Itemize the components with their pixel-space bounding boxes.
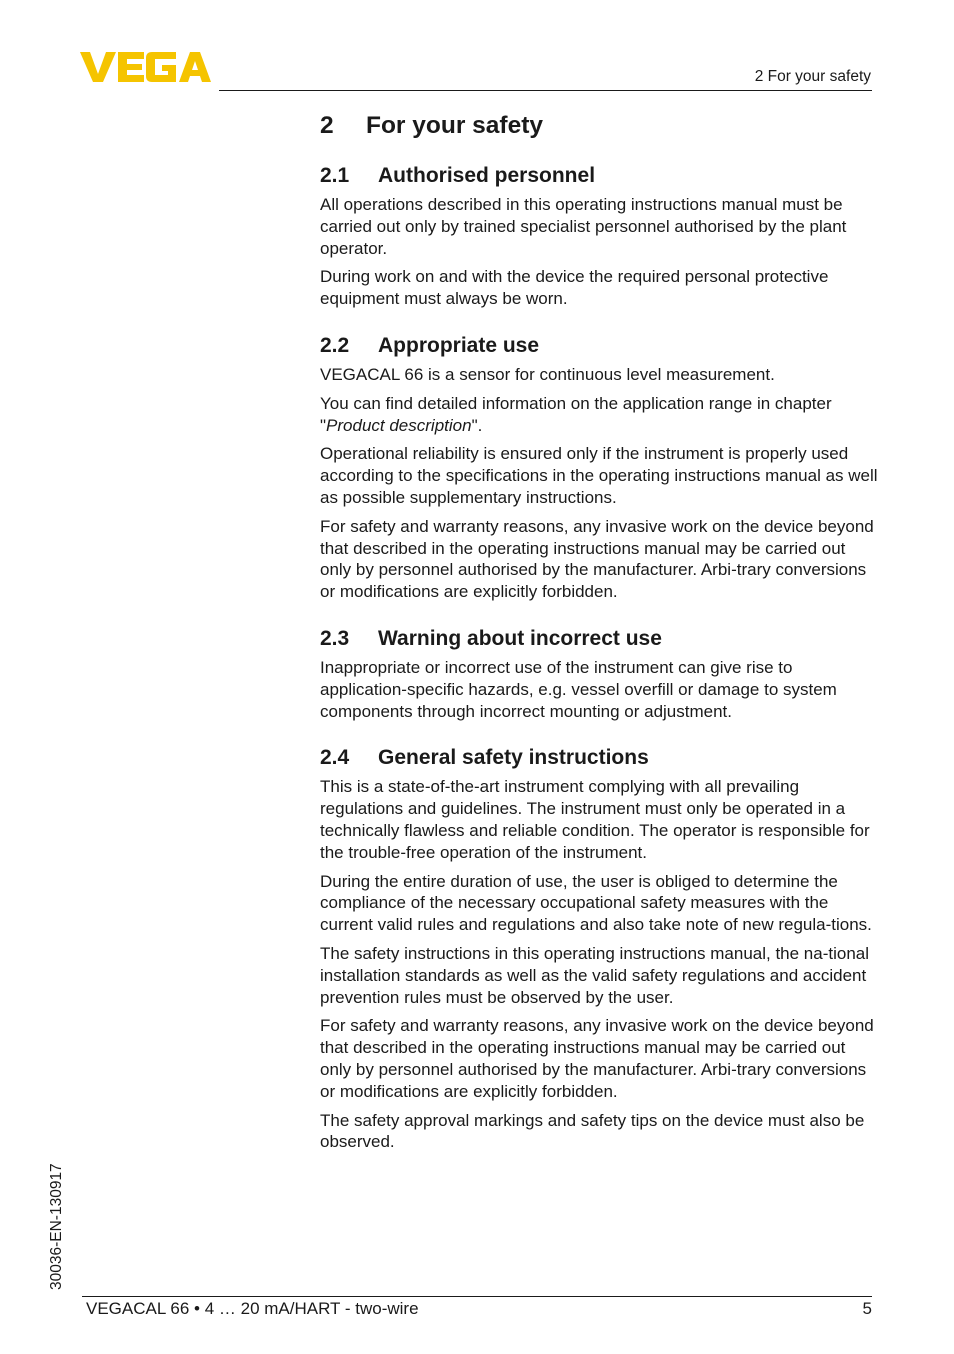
paragraph: Inappropriate or incorrect use of the instrument can give rise to application-specific hazards, e.g. vessel overfill or damage to system components through incorrect mounting or adjustment.	[320, 657, 837, 721]
paragraph: For safety and warranty reasons, any invasive work on the device beyond that described in the operating instructions manual may be carried out only by personnel authorised by the manufacturer. Arbi-trary conversions or modifications are explicitly forbidden.	[320, 516, 874, 602]
section-title: General safety instructions	[378, 746, 649, 770]
chapter-title: For your safety	[366, 112, 543, 139]
chapter-heading	[320, 108, 880, 144]
logo-letter-e	[118, 52, 144, 82]
paragraph: The safety instructions in this operating instructions manual, the na-tional installation standards as well as the valid safety regulations and accident prevention rules must be observed by the user.	[320, 943, 870, 1007]
page-number: 5	[862, 1299, 872, 1318]
paragraph: Operational reliability is ensured only if the instrument is properly used according to the specifications in the operating instructions manual as well as possible supplementary instructions.	[320, 444, 878, 507]
section-general-safety	[320, 744, 880, 1153]
paragraph-with-reference	[320, 393, 880, 437]
section-heading	[320, 332, 880, 360]
paragraph: This is a state-of-the-art instrument complying with all prevailing regulations and guidelines. The instrument must only be operated in a technically flawless and reliable condition. The operator is responsible for the trouble-free operation of the instrument.	[320, 777, 870, 862]
section-number: 2.2	[320, 333, 350, 357]
section-authorised-personnel	[320, 162, 880, 310]
footer-divider	[82, 1296, 872, 1297]
header-divider	[219, 90, 872, 91]
logo-letter-a	[179, 52, 211, 82]
section-heading	[320, 625, 880, 653]
paragraph: During the entire duration of use, the user is obliged to determine the compliance of the necessary occupational safety measures with the current valid rules and regulations and also take note of new regula-tions.	[320, 871, 872, 935]
section-heading	[320, 162, 880, 190]
footer-product: VEGACAL 66 • 4 … 20 mA/HART - two-wire	[86, 1299, 419, 1318]
section-title: Appropriate use	[378, 333, 540, 357]
section-number: 2.3	[320, 626, 350, 650]
section-title: Authorised personnel	[378, 164, 596, 187]
chapter-number: 2	[320, 112, 334, 139]
document-code: 30036-EN-130917	[48, 1163, 65, 1290]
paragraph-text: ".	[471, 415, 483, 435]
section-number: 2.1	[320, 164, 350, 187]
section-appropriate-use	[320, 332, 880, 603]
paragraph: VEGACAL 66 is a sensor for continuous level measurement.	[320, 364, 775, 384]
paragraph: The safety approval markings and safety tips on the device must also be observed.	[320, 1110, 865, 1152]
vega-logo	[80, 50, 212, 84]
paragraph: All operations described in this operating instructions manual must be carried out only by trained specialist personnel authorised by the plant operator.	[320, 195, 847, 258]
paragraph: During work on and with the device the required personal protective equipment must always be worn.	[320, 267, 829, 309]
main-content	[320, 108, 880, 1160]
section-warning-incorrect-use	[320, 625, 880, 722]
section-heading	[320, 744, 880, 772]
paragraph-text: You can find detailed information on the application range in chapter "	[320, 393, 832, 435]
logo-letter-g	[146, 52, 176, 82]
running-header: 2 For your safety	[754, 68, 871, 85]
paragraph: For safety and warranty reasons, any invasive work on the device beyond that described in the operating instructions manual may be carried out only by personnel authorised by the manufacturer. Arbi-trary conversions or modifications are explicitly forbidden.	[320, 1016, 874, 1101]
logo-letter-v	[80, 52, 116, 82]
section-title: Warning about incorrect use	[378, 626, 662, 650]
chapter-reference: Product description	[326, 415, 472, 435]
section-number: 2.4	[320, 746, 350, 770]
